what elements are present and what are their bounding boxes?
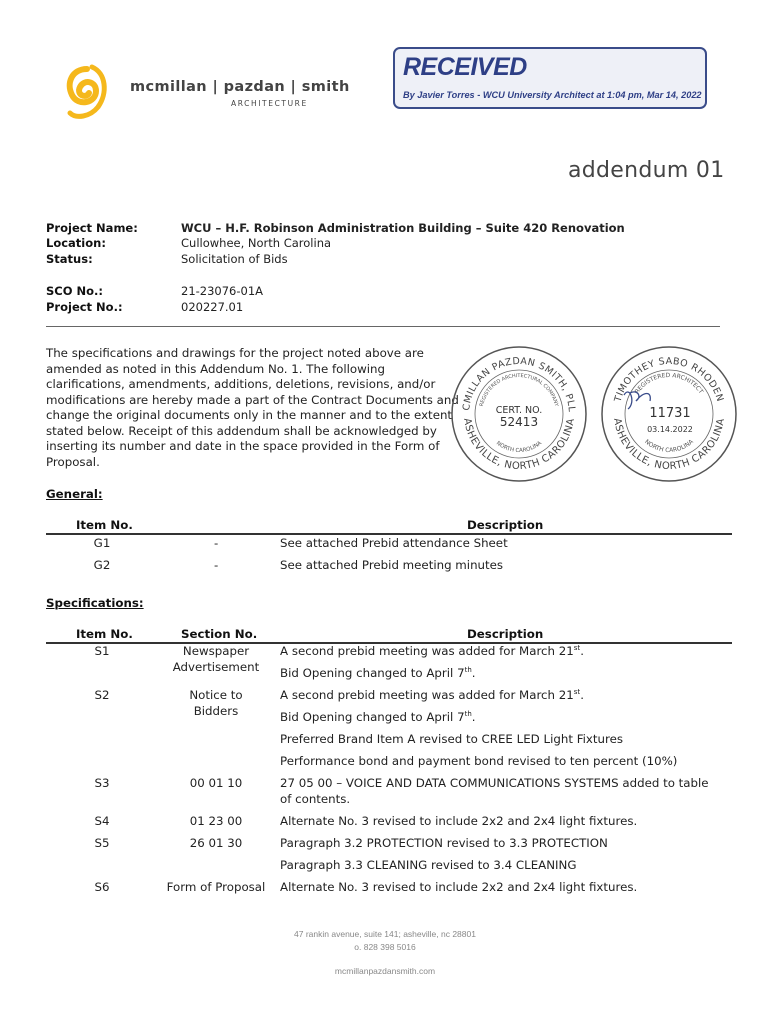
intro-paragraph (46, 346, 459, 470)
general-dash: - (214, 558, 219, 572)
general-item-number: G1 (93, 536, 111, 550)
intro-line: clarifications, amendments, additions, deletions, revisions, and/or (46, 377, 436, 391)
spec-description (280, 710, 476, 724)
desc-end: . (580, 644, 584, 658)
spec-description: Alternate No. 3 revised to include 2x2 and 2x4 light fixtures. (280, 814, 638, 828)
spec-description: Performance bond and payment bond revised to ten percent (10%) (280, 754, 678, 768)
intro-line: inserting its number and date in the space provided in the Form of (46, 439, 440, 453)
document-title: addendum 01 (568, 158, 725, 183)
spec-description: 27 05 00 – VOICE AND DATA COMMUNICATIONS SYSTEMS added to table (280, 776, 709, 790)
spec-item-number: S5 (94, 836, 110, 850)
company-logo-mark (62, 63, 112, 123)
intro-line: Proposal. (46, 454, 100, 469)
spec-section-number: 01 23 00 (189, 814, 243, 828)
desc-end: . (471, 666, 476, 680)
seal-inner-bottom: NORTH CAROLINA (494, 440, 544, 455)
stamp-by-line: By Javier Torres - WCU University Architect at 1:04 pm, Mar 14, 2022 (403, 90, 702, 100)
seal-cert-number: 52413 (499, 415, 539, 429)
general-description: See attached Prebid meeting minutes (280, 558, 504, 572)
desc-suffix: st (573, 688, 581, 697)
signature-icon (624, 392, 650, 409)
seal-bottom-text: ASHEVILLE, NORTH CAROLINA (461, 417, 577, 473)
seal-top-text: TIMOTHEY SABO RHODEN (612, 356, 726, 404)
general-dash: - (214, 536, 219, 550)
desc-text: A second prebid meeting was added for March 21 (280, 644, 574, 658)
seal-bottom-text: ASHEVILLE, NORTH CAROLINA (611, 417, 727, 473)
spec-description (280, 688, 584, 702)
project-no-value: 020227.01 (181, 300, 244, 314)
seal-inner-bottom: NORTH CAROLINA (643, 438, 695, 455)
spec-section-number: Notice to (189, 688, 243, 702)
stamp-title: RECEIVED (403, 53, 527, 81)
general-heading: General: (46, 487, 103, 501)
spec-description: of contents. (280, 792, 351, 806)
desc-text: A second prebid meeting was added for March 21 (280, 688, 574, 702)
desc-text: Bid Opening changed to April 7 (280, 710, 465, 724)
intro-line: amended as noted in this Addendum No. 1. The following (46, 361, 386, 376)
specs-col-section: Section No. (181, 627, 258, 641)
seal-date: 03.14.2022 (647, 425, 693, 434)
spec-item-number: S2 (94, 688, 110, 702)
svg-text:NORTH CAROLINA (643, 438, 695, 454)
seal-inner-top: REGISTERED ARCHITECT (633, 371, 705, 396)
specifications-heading: Specifications: (46, 596, 144, 610)
svg-text:REGISTERED ARCHITECTURAL COMPA (479, 373, 560, 408)
spec-description (280, 666, 476, 680)
spec-item-number: S4 (94, 814, 110, 828)
desc-end: . (471, 710, 476, 724)
spec-description: Paragraph 3.3 CLEANING revised to 3.4 CLEANING (280, 858, 577, 872)
project-no-label: Project No.: (46, 300, 123, 314)
desc-text: Bid Opening changed to April 7 (280, 666, 465, 680)
sco-value: 21-23076-01A (181, 284, 264, 298)
company-seal (450, 345, 588, 483)
spec-item-number: S6 (94, 880, 110, 894)
spec-item-number: S3 (94, 776, 110, 790)
specs-col-description: Description (467, 627, 544, 641)
intro-line: The specifications and drawings for the project noted above are (46, 346, 424, 360)
company-logo-name: mcmillan | pazdan | smith (130, 79, 350, 95)
spec-section-number: Advertisement (172, 660, 260, 674)
intro-line: stated below. Receipt of this addendum shall be acknowledged by (46, 423, 437, 438)
intro-line: change the original documents only in the manner and to the extent (46, 408, 453, 422)
svg-text:TIMOTHEY SABO RHODEN (612, 356, 725, 404)
footer-phone: o. 828 398 5016 (354, 942, 416, 952)
header-divider (46, 326, 720, 327)
spec-description: Preferred Brand Item A revised to CREE LED Light Fixtures (280, 732, 623, 746)
spec-description: Alternate No. 3 revised to include 2x2 and 2x4 light fixtures. (280, 880, 638, 894)
footer-website[interactable]: mcmillanpazdansmith.com (334, 966, 436, 976)
general-col-description: Description (467, 518, 544, 532)
spec-description: Paragraph 3.2 PROTECTION revised to 3.3 PROTECTION (280, 836, 608, 850)
svg-text:REGISTERED ARCHITECT (634, 372, 705, 396)
general-description: See attached Prebid attendance Sheet (280, 536, 508, 550)
footer-address: 47 rankin avenue, suite 141; asheville, nc 28801 (294, 929, 476, 939)
location-label: Location: (46, 236, 106, 250)
location-value: Cullowhee, North Carolina (181, 236, 332, 250)
project-name-value: WCU – H.F. Robinson Administration Building – Suite 420 Renovation (181, 221, 625, 235)
desc-suffix: st (573, 644, 581, 653)
spec-section-number: 00 01 10 (189, 776, 243, 790)
desc-suffix: th (464, 710, 472, 719)
svg-text:NORTH CAROLINA (495, 440, 543, 454)
seal-license-number: 11731 (649, 406, 691, 421)
desc-suffix: th (464, 666, 472, 675)
spec-item-number: S1 (94, 644, 110, 658)
spec-section-number: 26 01 30 (189, 836, 243, 850)
seal-top-text: CMILLAN PAZDAN SMITH, PLL (461, 355, 578, 413)
general-item-number: G2 (93, 558, 111, 572)
company-logo-tagline: ARCHITECTURE (231, 99, 308, 108)
spec-section-number: Bidders (193, 704, 239, 718)
status-value: Solicitation of Bids (181, 252, 288, 266)
sco-label: SCO No.: (46, 284, 103, 298)
general-header-rule (46, 533, 732, 535)
spec-description (280, 644, 584, 658)
general-col-item: Item No. (76, 518, 133, 532)
seal-cert-label: CERT. NO. (495, 405, 543, 416)
intro-line: modifications are hereby made a part of the Contract Documents and (46, 392, 459, 407)
spec-section-number: Newspaper (182, 644, 250, 658)
seal-inner-top: REGISTERED ARCHITECTURAL COMPANY (478, 372, 560, 408)
spec-section-number: Form of Proposal (166, 880, 266, 894)
architect-seal (600, 345, 738, 483)
specs-col-item: Item No. (76, 627, 133, 641)
desc-end: . (580, 688, 584, 702)
status-label: Status: (46, 252, 93, 266)
received-stamp (393, 47, 707, 109)
project-name-label: Project Name: (46, 221, 138, 235)
